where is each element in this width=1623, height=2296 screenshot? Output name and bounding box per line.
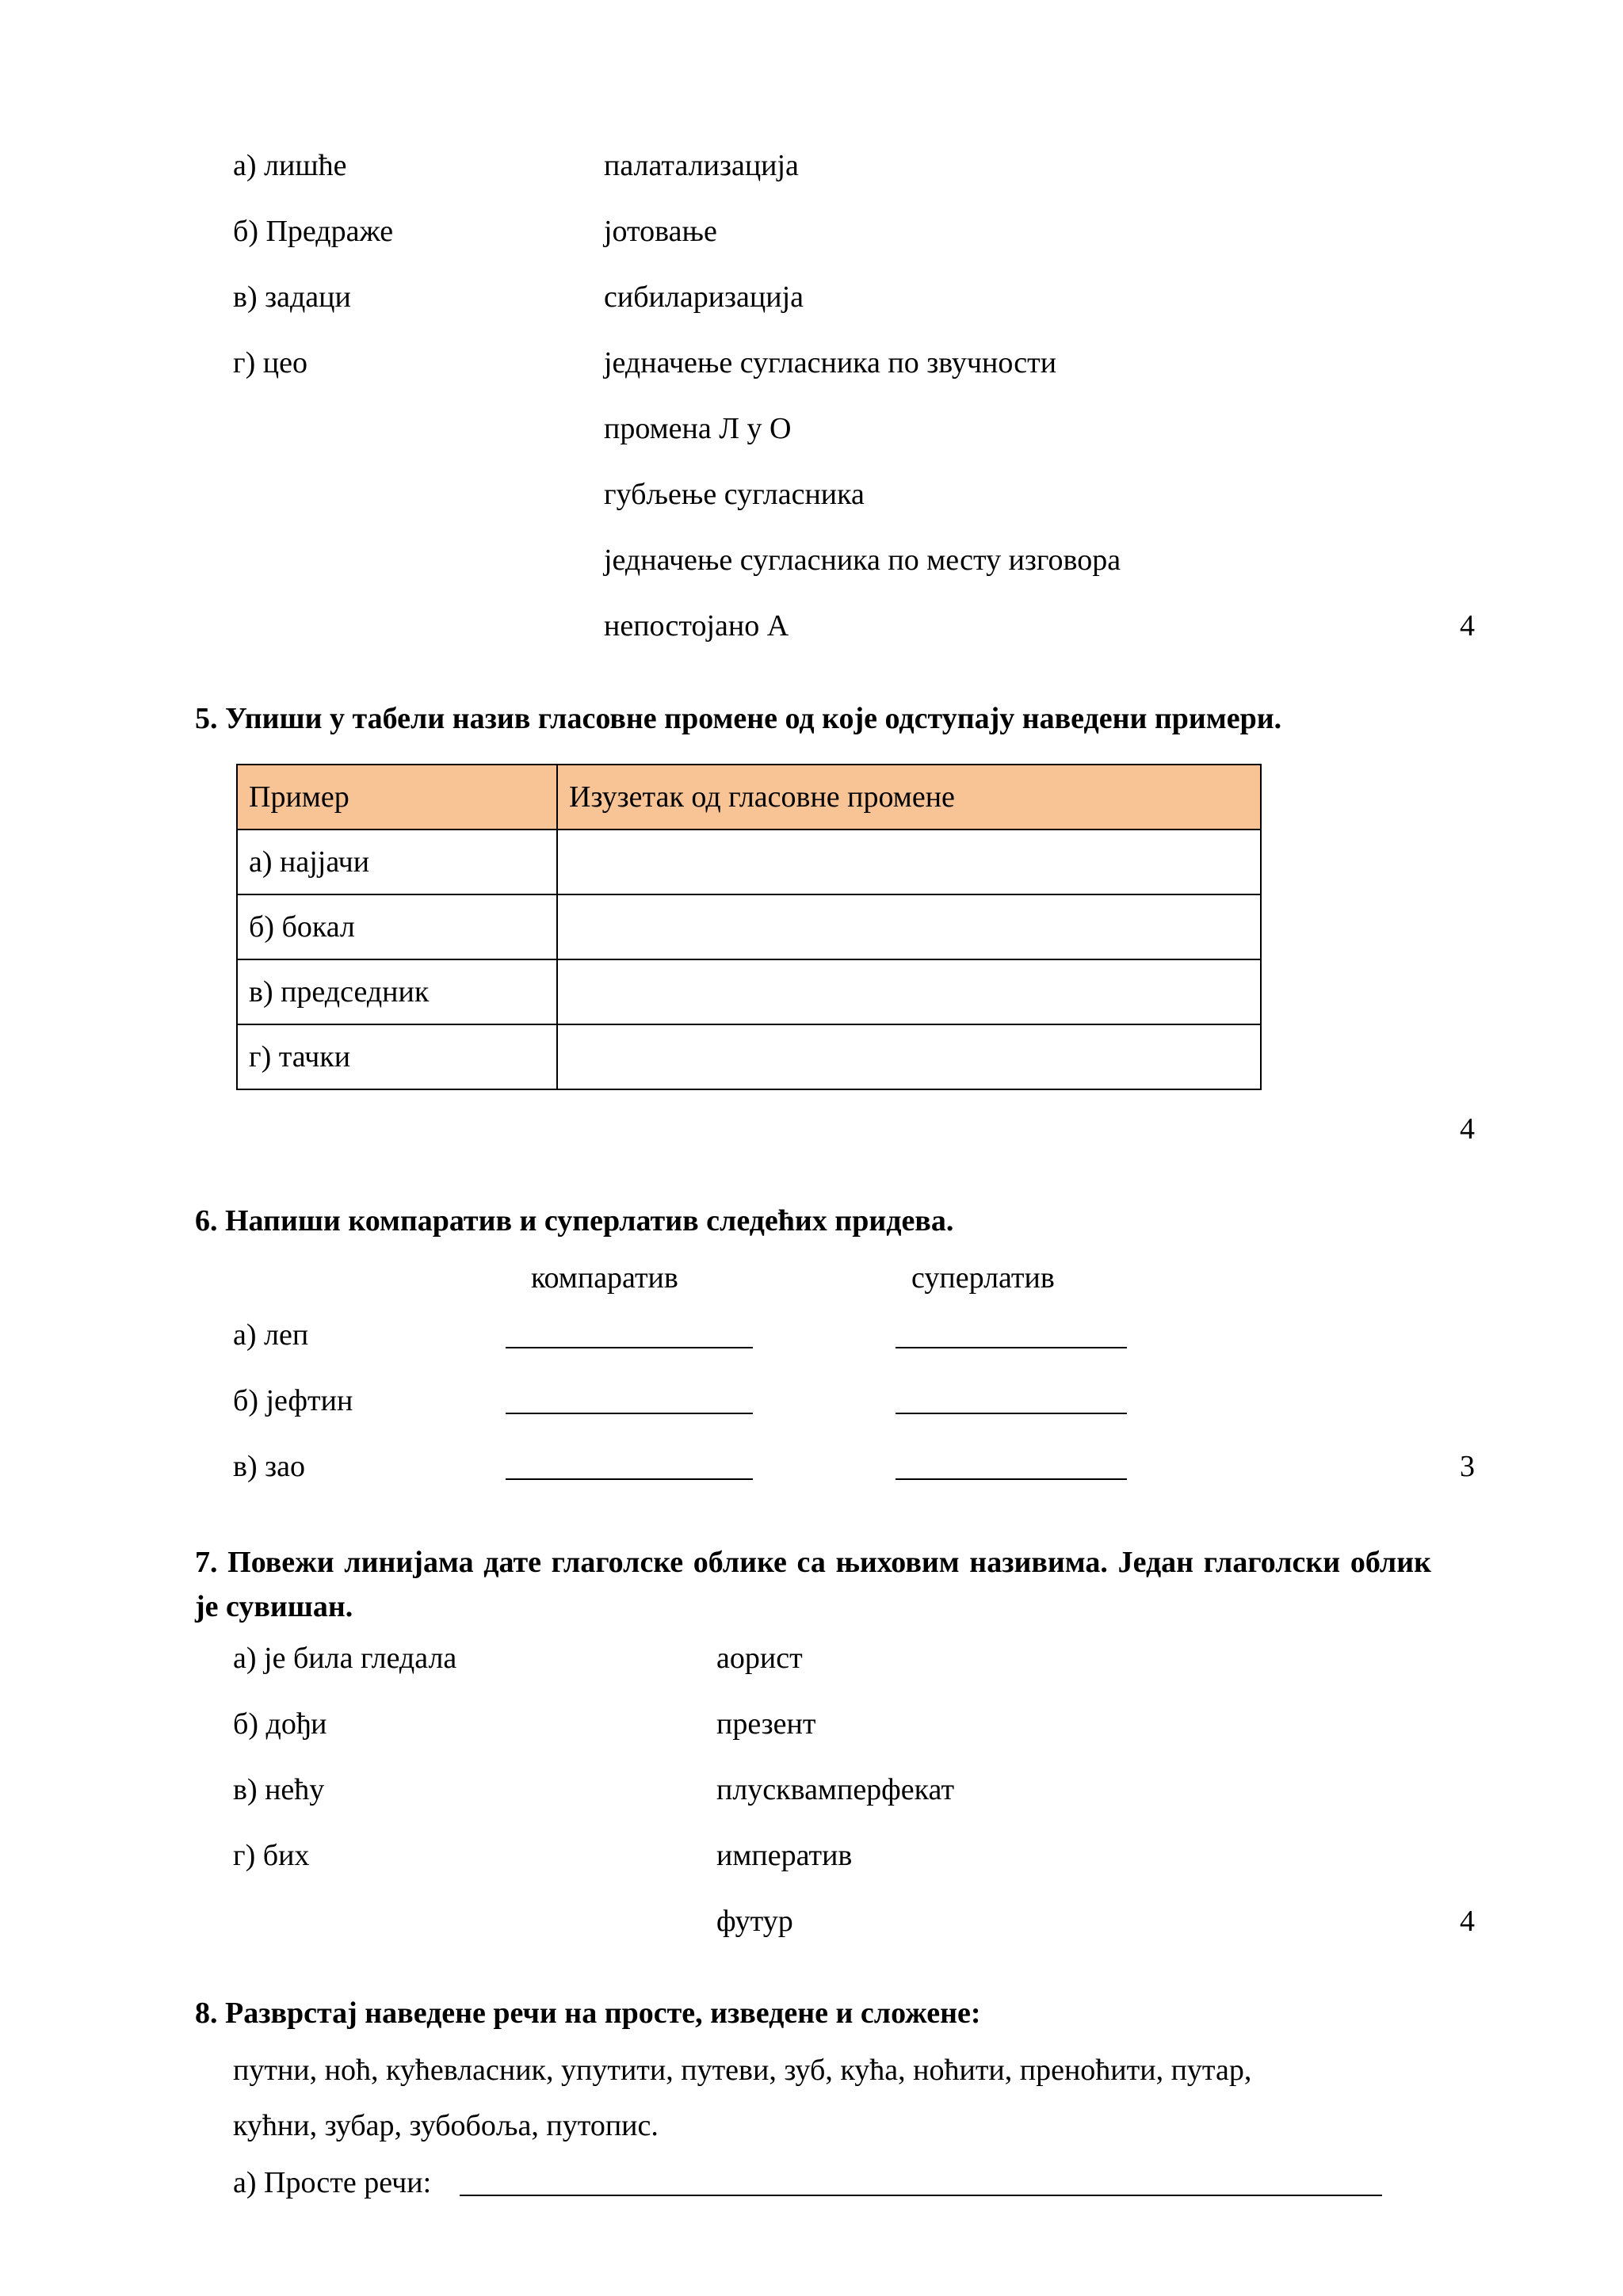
- q7-right-item: презент: [716, 1707, 816, 1741]
- table-cell-example: г) тачки: [237, 1024, 557, 1089]
- q5-table: [236, 764, 1262, 1090]
- q4-points: 4: [1460, 609, 1475, 643]
- q7-left-item: а) је била гледала: [233, 1642, 457, 1675]
- q4-right-item: губљење сугласника: [604, 478, 865, 511]
- q7-right-item: аорист: [716, 1642, 803, 1675]
- q8-title: 8. Разврстај наведене речи на просте, изведене и сложене:: [195, 1997, 981, 2030]
- q8-simple-words-blank[interactable]: [460, 2195, 1382, 2196]
- table-cell-answer[interactable]: [557, 830, 1261, 894]
- table-header-row: [237, 765, 1261, 830]
- q7-right-item: футур: [716, 1905, 793, 1938]
- q8-simple-words-label: а) Просте речи:: [233, 2166, 432, 2199]
- q6-comparative-blank[interactable]: [506, 1347, 753, 1348]
- table-cell-answer[interactable]: [557, 894, 1261, 959]
- q7-left-item: г) бих: [233, 1839, 310, 1872]
- q6-superlative-blank[interactable]: [896, 1347, 1127, 1348]
- q8-words-line: кућни, зубар, зубобоља, путопис.: [233, 2109, 659, 2142]
- q7-right-item: плусквамперфекат: [716, 1773, 955, 1806]
- q4-left-item: а) лишће: [233, 149, 347, 182]
- q6-points: 3: [1460, 1450, 1475, 1483]
- q4-right-item: палатализација: [604, 149, 799, 182]
- q7-title: 7. Повежи линијама дате глаголске облике са њиховим називима. Један глаголски облик је сувишан.: [195, 1546, 1431, 1623]
- q8-words-line: путни, ноћ, кућевласник, упутити, путеви, зуб, кућа, ноћити, преноћити, путар,: [233, 2054, 1252, 2087]
- table-cell-example: а) најјачи: [237, 830, 557, 894]
- q7-points: 4: [1460, 1905, 1475, 1938]
- q4-left-item: в) задаци: [233, 280, 351, 314]
- table-row: [237, 830, 1261, 894]
- q7-left-item: в) нећу: [233, 1773, 325, 1806]
- q6-column-superlative: суперлатив: [911, 1261, 1055, 1295]
- table-cell-example: в) председник: [237, 959, 557, 1024]
- q4-right-item: јотовање: [604, 215, 717, 248]
- q6-comparative-blank[interactable]: [506, 1413, 753, 1414]
- table-cell-answer[interactable]: [557, 959, 1261, 1024]
- q6-title: 6. Напиши компаратив и суперлатив следећих придева.: [195, 1204, 954, 1238]
- q4-right-item: једначење сугласника по звучности: [604, 346, 1057, 379]
- q6-superlative-blank[interactable]: [896, 1478, 1127, 1480]
- q4-left-item: б) Предраже: [233, 215, 394, 248]
- q6-column-comparative: компаратив: [531, 1261, 678, 1295]
- table-row: [237, 959, 1261, 1024]
- q5-points: 4: [1460, 1112, 1475, 1146]
- q4-left-item: г) цео: [233, 346, 307, 379]
- table-row: [237, 1024, 1261, 1089]
- q5-title: 5. Упиши у табели назив гласовне промене од које одступају наведени примери.: [195, 702, 1282, 735]
- table-cell-example: б) бокал: [237, 894, 557, 959]
- q6-comparative-blank[interactable]: [506, 1478, 753, 1480]
- q6-item: а) леп: [233, 1318, 309, 1352]
- table-header-example: Пример: [237, 765, 557, 830]
- table-row: [237, 894, 1261, 959]
- q7-right-item: императив: [716, 1839, 853, 1872]
- q4-right-item: промена Л у О: [604, 412, 792, 445]
- q4-right-item: непостојано А: [604, 609, 789, 643]
- q4-right-item: једначење сугласника по месту изговора: [604, 543, 1121, 577]
- q6-item: в) зао: [233, 1450, 305, 1483]
- q6-item: б) јефтин: [233, 1384, 353, 1417]
- table-header-exception: Изузетак од гласовне промене: [557, 765, 1261, 830]
- q6-superlative-blank[interactable]: [896, 1413, 1127, 1414]
- q4-right-item: сибиларизација: [604, 280, 804, 314]
- q7-left-item: б) дођи: [233, 1707, 327, 1741]
- table-cell-answer[interactable]: [557, 1024, 1261, 1089]
